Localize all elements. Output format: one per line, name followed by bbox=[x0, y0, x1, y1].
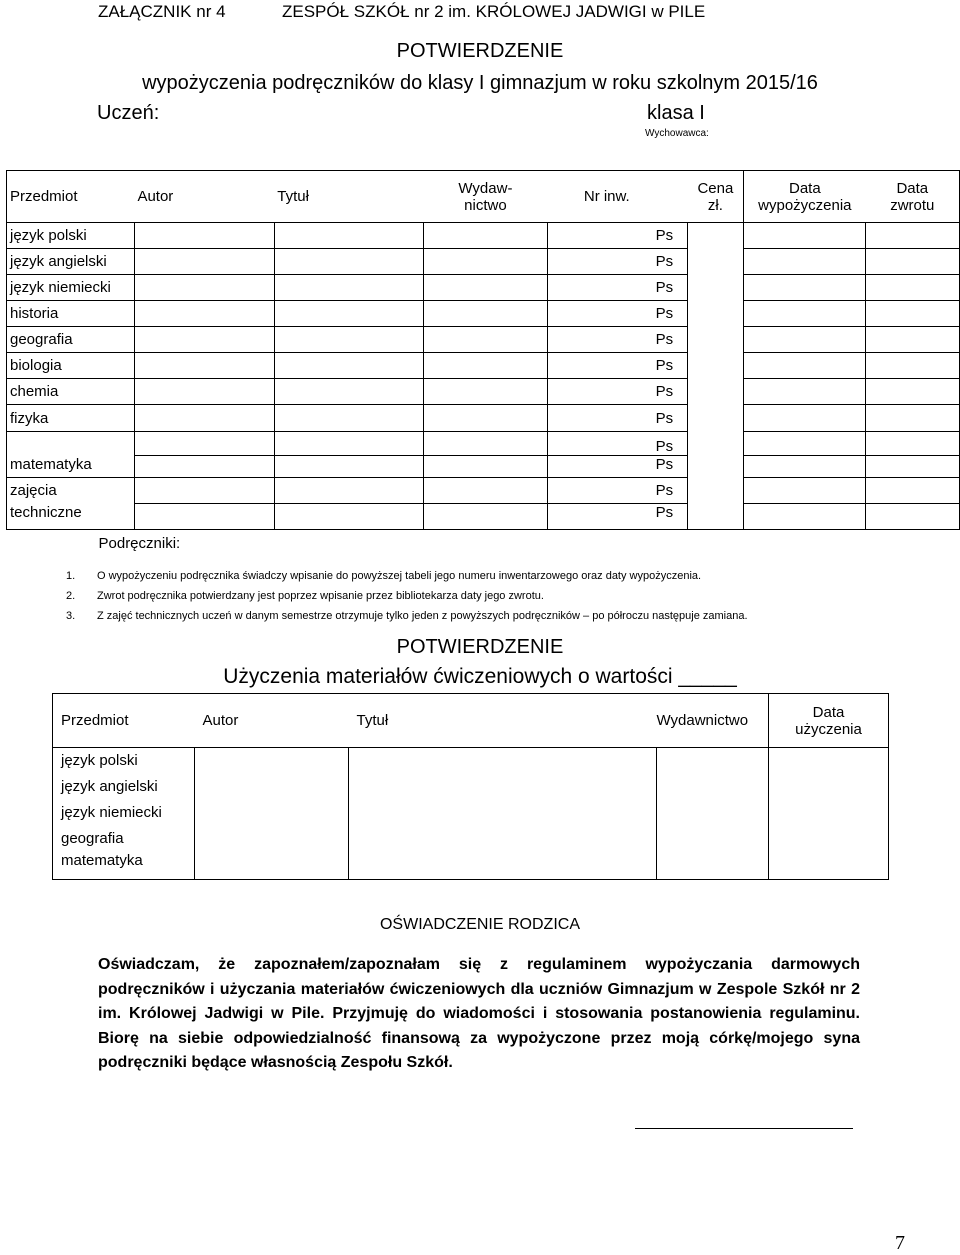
student-label: Uczeń: bbox=[97, 102, 160, 124]
row-subject: język polski bbox=[7, 223, 135, 249]
table-row bbox=[7, 353, 960, 379]
row-subject bbox=[7, 432, 135, 456]
header-title: Tytuł bbox=[274, 171, 423, 223]
header-subject: Przedmiot bbox=[53, 694, 195, 748]
row-inv: Ps bbox=[548, 275, 688, 301]
table-row bbox=[53, 826, 889, 852]
section2-title: POTWIERDZENIE bbox=[396, 636, 564, 658]
header-lend-date: Data użyczenia bbox=[769, 694, 889, 748]
textbook-loan-table bbox=[6, 170, 960, 558]
header-title: Tytuł bbox=[349, 694, 657, 748]
school-name: ZESPÓŁ SZKÓŁ nr 2 im. KRÓLOWEJ JADWIGI w PILE bbox=[282, 2, 706, 21]
table-row bbox=[7, 405, 960, 432]
table-row bbox=[7, 379, 960, 405]
row-subject: biologia bbox=[7, 353, 135, 379]
table-header-row bbox=[7, 171, 960, 223]
note-item: 3. Z zajęć technicznych uczeń w danym semestrze otrzymuje tylko jeden z powyższych podręczników – po półroczu następuje zamiana. bbox=[66, 610, 748, 622]
row-inv: Ps bbox=[548, 327, 688, 353]
row-subject: geografia bbox=[7, 327, 135, 353]
row-inv: Ps bbox=[548, 353, 688, 379]
table-row bbox=[53, 852, 889, 880]
row-subject: geografia bbox=[53, 826, 195, 852]
row-inv: Ps bbox=[548, 405, 688, 432]
section1-title: POTWIERDZENIE bbox=[396, 40, 564, 62]
table-row bbox=[53, 748, 889, 774]
table-header-row bbox=[53, 694, 889, 748]
note-item: 1. O wypożyczeniu podręcznika świadczy wpisanie do powyższej tabeli jego numeru inwentarzowego oraz daty wypożyczenia. bbox=[66, 570, 702, 582]
header-author: Autor bbox=[195, 694, 349, 748]
header-author: Autor bbox=[134, 171, 274, 223]
table-row bbox=[7, 223, 960, 249]
row-inv: Ps bbox=[548, 432, 688, 456]
row-subject: język niemiecki bbox=[7, 275, 135, 301]
textbooks-footer-label: Podręczniki: bbox=[98, 535, 181, 553]
header-subject: Przedmiot bbox=[7, 171, 135, 223]
row-subject: chemia bbox=[7, 379, 135, 405]
declaration-title: OŚWIADCZENIE RODZICA bbox=[379, 916, 580, 933]
section1-subtitle: wypożyczenia podręczników do klasy I gimnazjum w roku szkolnym 2015/16 bbox=[142, 72, 818, 94]
table-row bbox=[7, 504, 960, 530]
row-subject: zajęcia bbox=[7, 478, 135, 504]
row-inv: Ps bbox=[548, 223, 688, 249]
page-number: 7 bbox=[895, 1232, 905, 1254]
signature-line[interactable] bbox=[635, 1128, 853, 1129]
row-subject: matematyka bbox=[53, 852, 195, 880]
table-row bbox=[53, 774, 889, 800]
table-row bbox=[7, 249, 960, 275]
header-loan-date: Data wypożyczenia bbox=[744, 171, 866, 223]
row-subject: historia bbox=[7, 301, 135, 327]
row-inv: Ps bbox=[548, 379, 688, 405]
tutor-label: Wychowawca: bbox=[645, 128, 709, 139]
attachment-label: ZAŁĄCZNIK nr 4 bbox=[98, 2, 226, 21]
row-inv: Ps bbox=[548, 249, 688, 275]
header-publisher: Wydaw- nictwo bbox=[423, 171, 548, 223]
class-label: klasa I bbox=[647, 102, 705, 124]
table-row bbox=[7, 327, 960, 353]
table-row bbox=[7, 432, 960, 456]
row-inv: Ps bbox=[548, 301, 688, 327]
table-footer-row bbox=[7, 530, 960, 558]
workbook-lending-table bbox=[52, 693, 889, 880]
table-row bbox=[7, 478, 960, 504]
row-inv: Ps bbox=[548, 456, 688, 478]
table-row bbox=[7, 456, 960, 478]
table-row bbox=[53, 800, 889, 826]
row-subject: język polski bbox=[53, 748, 195, 774]
table-row bbox=[7, 275, 960, 301]
header-publisher: Wydawnictwo bbox=[657, 694, 769, 748]
notes-list bbox=[66, 566, 748, 626]
header-inv-no: Nr inw. bbox=[548, 171, 688, 223]
row-subject: fizyka bbox=[7, 405, 135, 432]
declaration-text: Oświadczam, że zapoznałem/zapoznałam się z regulaminem wypożyczania darmowych podręczników i użyczania materiałów ćwiczeniowych dla uczniów Gimnazjum w Zespole Szkół nr 2 im. Królowej Jadwigi w Pile. Przyjmuję do wiadomości i stosowania postanowienia regulaminu. Biorę na siebie odpowiedzialność finansową za wypożyczone przez moją córkę/mojego syna podręczniki będące własnością Zespołu Szkół. bbox=[98, 956, 860, 1071]
section2-subtitle: Użyczenia materiałów ćwiczeniowych o wartości _____ bbox=[223, 665, 737, 688]
row-subject: język angielski bbox=[7, 249, 135, 275]
row-subject: techniczne bbox=[7, 504, 135, 530]
note-item: 2. Zwrot podręcznika potwierdzany jest poprzez wpisanie przez bibliotekarza daty jego zwrotu. bbox=[66, 590, 544, 602]
header-return-date: Data zwrotu bbox=[866, 171, 960, 223]
row-subject: język niemiecki bbox=[53, 800, 195, 826]
row-inv: Ps bbox=[548, 504, 688, 530]
header-price: Cena zł. bbox=[688, 171, 744, 223]
row-inv: Ps bbox=[548, 478, 688, 504]
row-subject: matematyka bbox=[7, 456, 135, 478]
table-row bbox=[7, 301, 960, 327]
row-subject: język angielski bbox=[53, 774, 195, 800]
